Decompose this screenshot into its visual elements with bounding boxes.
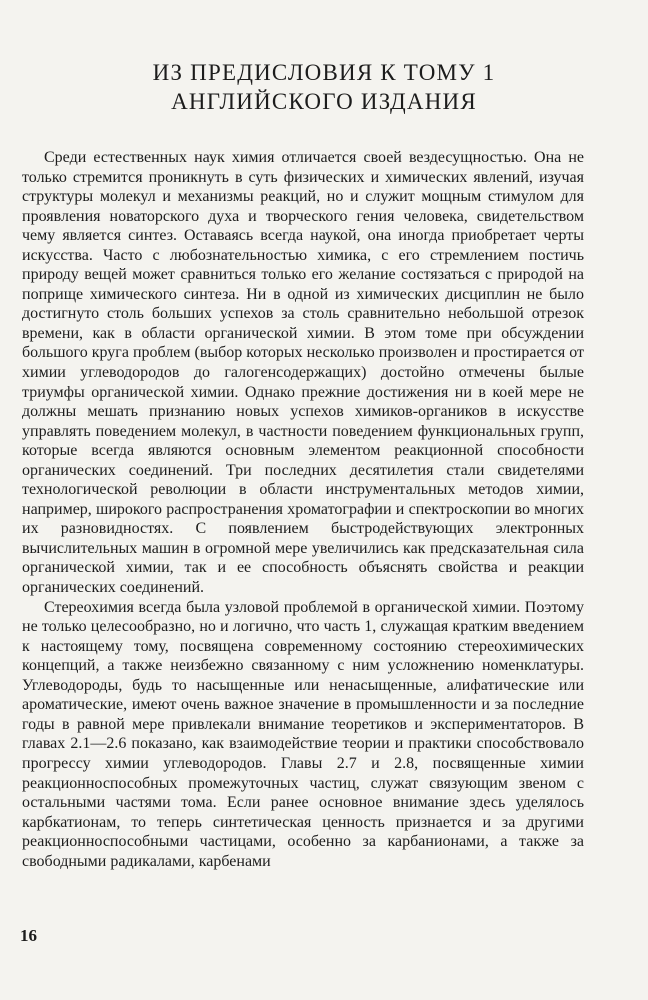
chapter-title bbox=[0, 58, 648, 116]
paragraph-1: Среди естественных наук химия отличается своей вездесущностью. Она не только стремится проникнуть в суть физических и химических явлений, изучая структуры молекул и механизмы реакций, но и служит мощным стимулом для проявления новаторского духа и творческого гения человека, свидетельством чему является синтез. Оставаясь всегда наукой, она иногда приобретает черты искусства. Часто с любознательностью химика, с его стремлением постичь природу вещей может сравниться только его желание состязаться с природой на поприще химического синтеза. Ни в одной из химических дисциплин не было достигнуто столь больших успехов за столь сравнительно небольшой отрезок времени, как в области органической химии. В этом томе при обсуждении большого круга проблем (выбор которых несколько произволен и простирается от химии углеводородов до галогенсодержащих) достойно отмечены былые триумфы органической химии. Однако прежние достижения ни в коей мере не должны мешать признанию новых успехов химиков-органиков в искусстве управлять поведением молекул, в частности поведением функциональных групп, которые всегда являются основным элементом реакционной способности органических соединений. Три последних десятилетия стали свидетелями технологической революции в области инструментальных методов химии, например, широкого распространения хроматографии и спектроскопии во многих их разновидностях. С появлением быстродействующих электронных вычислительных машин в огромной мере увеличились как предсказательная сила органической химии, так и ее способность объяснять свойства и реакции органических соединений. bbox=[22, 149, 584, 597]
chapter-title-line-1: ИЗ ПРЕДИСЛОВИЯ К ТОМУ 1 bbox=[152, 60, 496, 85]
body-text bbox=[22, 148, 584, 871]
paragraph-2: Стереохимия всегда была узловой проблемой в органической химии. Поэтому не только целесообразно, но и логично, что часть 1, служащая кратким введением к настоящему тому, посвящена современному состоянию стереохимических концепций, а также неизбежно связанному с ним усложнению номенклатуры. Углеводороды, будь то насыщенные или ненасыщенные, алифатические или ароматические, имеют очень важное значение в промышленности и за последние годы в равной мере привлекали внимание теоретиков и экспериментаторов. В главах 2.1—2.6 показано, как взаимодействие теории и практики способствовало прогрессу химии углеводородов. Главы 2.7 и 2.8, посвященные химии реакционноспособных промежуточных частиц, служат связующим звеном с остальными частями тома. Если ранее основное внимание здесь уделялось карбкатионам, то теперь синтетическая ценность признается и за другими реакционноспособными частицами, особенно за карбанионами, а также за свободными радикалами, карбенами bbox=[22, 598, 584, 870]
page-number: 16 bbox=[20, 926, 37, 945]
chapter-title-line-2: АНГЛИЙСКОГО ИЗДАНИЯ bbox=[171, 89, 477, 114]
